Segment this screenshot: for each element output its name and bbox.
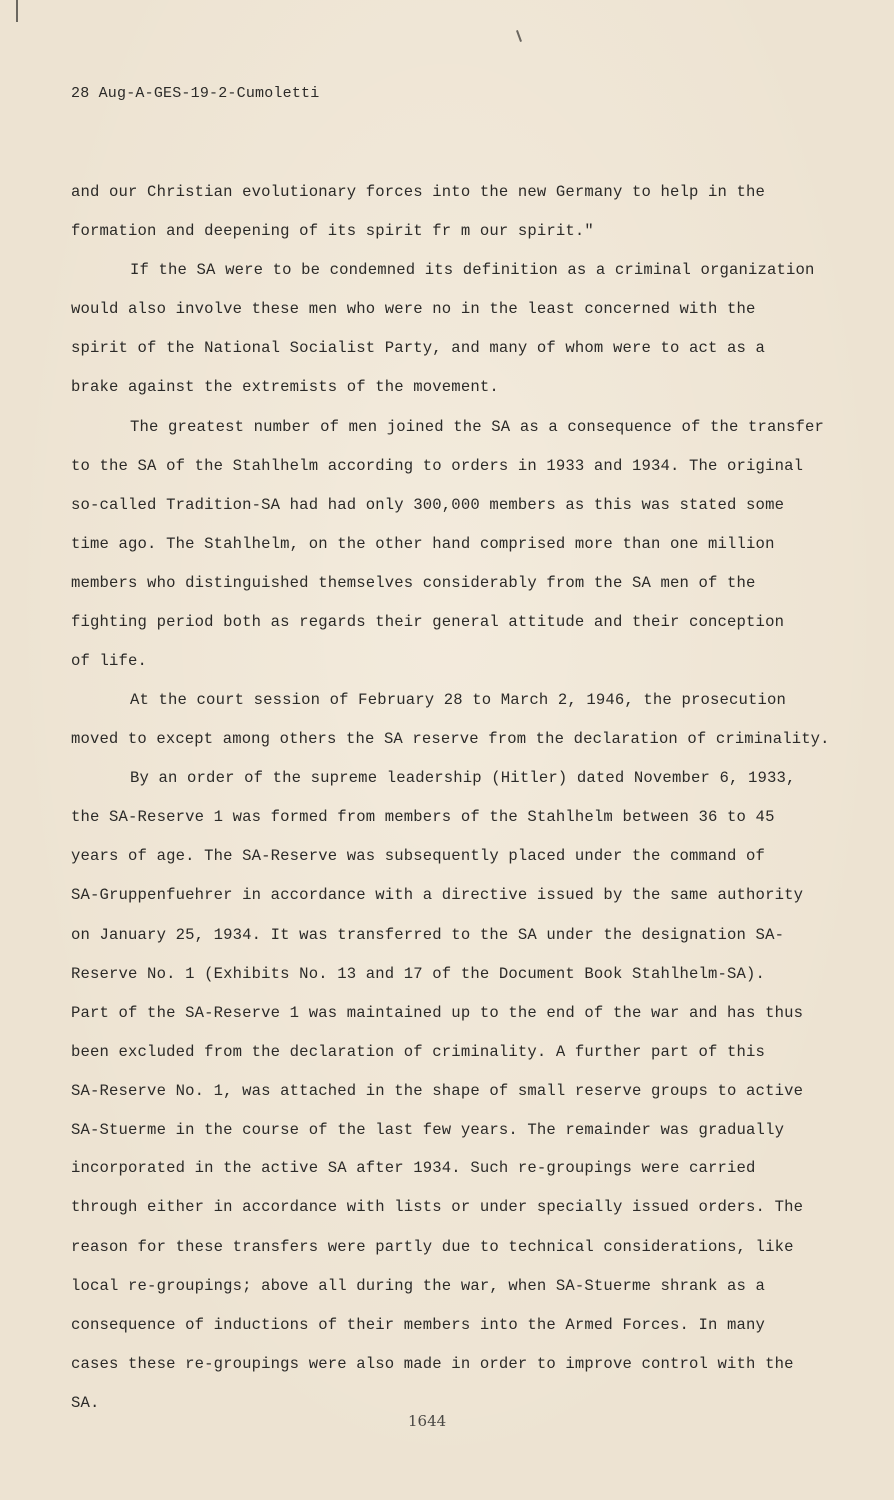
text-line: members who distinguished themselves considerably from the SA men of the bbox=[71, 574, 756, 592]
text-line: cases these re-groupings were also made in order to improve control with the bbox=[71, 1355, 794, 1373]
text-line: formation and deepening of its spirit fr m our spirit." bbox=[71, 222, 594, 240]
text-line: so-called Tradition-SA had had only 300,000 members as this was stated some bbox=[71, 496, 785, 514]
text-line: of life. bbox=[71, 652, 148, 670]
text-line: to the SA of the Stahlhelm according to orders in 1933 and 1934. The original bbox=[71, 457, 804, 475]
page-number: 1644 bbox=[408, 1412, 447, 1430]
paragraph-start-line: By an order of the supreme leadership (Hitler) dated November 6, 1933, bbox=[130, 769, 796, 787]
paragraph-start-line: At the court session of February 28 to March 2, 1946, the prosecution bbox=[130, 691, 787, 709]
text-line: reason for these transfers were partly due to technical considerations, like bbox=[71, 1238, 794, 1256]
text-line: spirit of the National Socialist Party, and many of whom were to act as a bbox=[71, 339, 766, 357]
text-line: local re-groupings; above all during the war, when SA-Stuerme shrank as a bbox=[71, 1277, 766, 1295]
text-line: SA-Stuerme in the course of the last few years. The remainder was gradually bbox=[71, 1121, 785, 1139]
paragraph-start-line: The greatest number of men joined the SA as a consequence of the transfer bbox=[130, 418, 825, 436]
text-line: the SA-Reserve 1 was formed from members of the Stahlhelm between 36 to 45 bbox=[71, 808, 775, 826]
edge-mark bbox=[16, 0, 18, 22]
text-line: SA-Gruppenfuehrer in accordance with a directive issued by the same authority bbox=[71, 886, 804, 904]
text-line: SA-Reserve No. 1, was attached in the shape of small reserve groups to active bbox=[71, 1082, 804, 1100]
edge-mark bbox=[516, 30, 522, 42]
paragraph-start-line: If the SA were to be condemned its definition as a criminal organization bbox=[130, 261, 815, 279]
text-line: would also involve these men who were no in the least concerned with the bbox=[71, 300, 756, 318]
text-line: Part of the SA-Reserve 1 was maintained up to the end of the war and has thus bbox=[71, 1004, 804, 1022]
text-line: and our Christian evolutionary forces into the new Germany to help in the bbox=[71, 183, 766, 201]
text-line: been excluded from the declaration of criminality. A further part of this bbox=[71, 1043, 766, 1061]
text-line: on January 25, 1934. It was transferred to the SA under the designation SA- bbox=[71, 926, 785, 944]
text-line: fighting period both as regards their general attitude and their conception bbox=[71, 613, 785, 631]
text-line: years of age. The SA-Reserve was subsequently placed under the command of bbox=[71, 847, 766, 865]
text-line: brake against the extremists of the movement. bbox=[71, 378, 499, 396]
text-line: SA. bbox=[71, 1394, 100, 1412]
text-line: moved to except among others the SA reserve from the declaration of criminality. bbox=[71, 730, 830, 748]
text-line: consequence of inductions of their members into the Armed Forces. In many bbox=[71, 1316, 766, 1334]
document-header: 28 Aug-A-GES-19-2-Cumoletti bbox=[71, 85, 320, 102]
text-line: incorporated in the active SA after 1934. Such re-groupings were carried bbox=[71, 1159, 756, 1177]
text-line: time ago. The Stahlhelm, on the other hand comprised more than one million bbox=[71, 535, 775, 553]
text-line: Reserve No. 1 (Exhibits No. 13 and 17 of the Document Book Stahlhelm-SA). bbox=[71, 965, 766, 983]
text-line: through either in accordance with lists or under specially issued orders. The bbox=[71, 1198, 804, 1216]
